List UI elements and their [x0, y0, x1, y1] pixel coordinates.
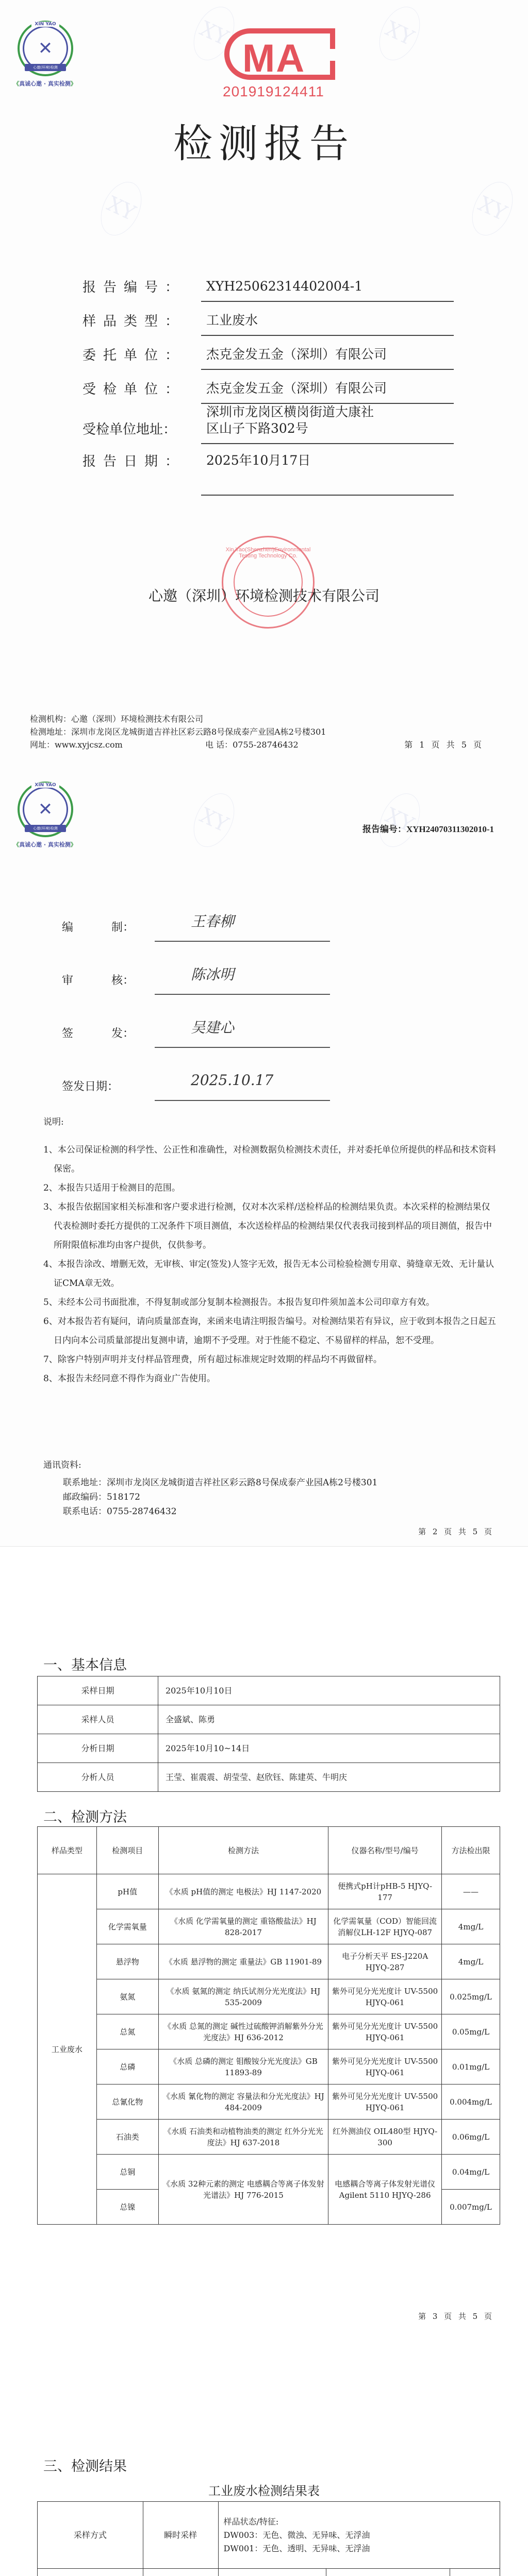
- detection-limit: 0.04mg/L: [441, 2155, 500, 2190]
- table-row: [38, 1944, 500, 1979]
- info-value: 2025年10月10~14日: [158, 1734, 500, 1763]
- instrument: 红外测油仪 OIL480型 HJYQ-300: [328, 2120, 442, 2155]
- note-item: 5、未经本公司书面批准，不得复制或部分复制本检测报告。本报告复印件须加盖本公司印章方有效。: [43, 1297, 435, 1308]
- logo-top-text: XIN YAO: [31, 22, 59, 27]
- methods-table: [37, 1826, 500, 2225]
- instrument: 紫外可见分光光度计 UV-5500 HJYQ-061: [328, 2084, 442, 2120]
- test-item: pH值: [96, 1874, 158, 1909]
- sample-state: [218, 2502, 500, 2569]
- table-row: [38, 1909, 500, 1944]
- sig-label: 签 发：: [62, 1027, 134, 1040]
- table-row: [38, 1874, 500, 1909]
- instrument: 电子分析天平 ES-J220A HJYQ-287: [328, 1944, 442, 1979]
- detection-limit: 4mg/L: [441, 1944, 500, 1979]
- info-key: 分析人员: [38, 1763, 158, 1792]
- test-method: 《水质 pH值的测定 电极法》HJ 1147-2020: [158, 1874, 328, 1909]
- instrument: 电感耦合等离子体发射光谱仪Agilent 5110 HJYQ-286: [328, 2155, 442, 2225]
- cma-mark-cap: [330, 61, 335, 80]
- page-signatures: [0, 761, 528, 1547]
- logo-band-text: 心邀(环境)检测: [25, 64, 66, 71]
- field-report-date: [82, 444, 454, 496]
- logo-top-text: XIN YAO: [31, 783, 59, 788]
- column-header: [450, 2569, 500, 2576]
- note-item: 8、本报告未经同意不得作为商业广告使用。: [43, 1374, 216, 1384]
- test-item: 总氰化物: [96, 2084, 158, 2120]
- note-item: 6、对本报告若有疑问，请向质量部查询，来函来电请注明报告编号。对检测结果若有异议，应于收到本报告之日起五日内向本公司质量部提出复测申请，逾期不予受理。对于性能不稳定、不易留样的样品，恕不受理。: [43, 1316, 496, 1346]
- test-method: 《水质 氨氮的测定 纳氏试剂分光光度法》HJ 535-2009: [158, 1979, 328, 2014]
- signature-value: 2025.10.17: [155, 1060, 330, 1101]
- instrument: 紫外可见分光光度计 UV-5500 HJYQ-061: [328, 2049, 442, 2084]
- section-results-title: 三、检测结果: [43, 2459, 127, 2475]
- test-method: 《水质 石油类和动植物油类的测定 红外分光光度法》HJ 637-2018: [158, 2120, 328, 2155]
- table-header-row: [38, 1827, 500, 1874]
- contact-address: 联系地址：深圳市龙岗区龙城街道吉祥社区彩云路8号保成泰产业园A栋2号楼301: [63, 1478, 378, 1488]
- field-client: [82, 336, 454, 370]
- field-label: 样品类型：: [82, 314, 186, 329]
- logo-band-text: 心邀(环境)检测: [25, 1611, 66, 1618]
- field-sample-type: [82, 302, 454, 336]
- company-logo: [11, 2353, 78, 2420]
- field-value: 工业废水: [201, 312, 454, 336]
- contact-phone: 联系电话：0755-28746432: [63, 1506, 177, 1517]
- table-row: [38, 2049, 500, 2084]
- info-key: 采样人员: [38, 1705, 158, 1734]
- note-item: 3、本报告依据国家相关标准和客户要求进行检测，仅对本次采样/送检样品的检测结果负责。本次采样的检测结果仅代表检测时委托方提供的工况条件下项目测值，本次送检样品的检测结果仅代表我司接到样品的项目测值，报告中所附限值标准均由客户提供，仅供参考。: [43, 1202, 492, 1250]
- sig-label: 编 制：: [62, 921, 134, 934]
- footer-institution: 检测机构：心邀（深圳）环境检测技术有限公司: [30, 714, 204, 724]
- footer-phone: 电 话：0755-28746432: [205, 740, 299, 750]
- field-label: 委托单位：: [82, 348, 186, 363]
- column-header: 仪器名称/型号/编号: [328, 1827, 442, 1874]
- watermark-icon: XY: [186, 0, 242, 66]
- detection-limit: 0.025mg/L: [441, 1979, 500, 2014]
- table-header-row: [38, 2569, 500, 2576]
- sample-type-cell: 工业废水: [38, 1874, 97, 2225]
- test-method: 《水质 总磷的测定 钼酸铵分光光度法》GB 11893-89: [158, 2049, 328, 2084]
- header-report-number: 报告编号：XYH24070311302010-1: [362, 1610, 494, 1620]
- contact-postcode: 邮政编码：518172: [63, 1492, 140, 1502]
- detection-limit: 0.004mg/L: [441, 2084, 500, 2120]
- logo-slogan: 《真诚心邀 · 真实检测》: [13, 2413, 76, 2419]
- test-method: 《水质 氰化物的测定 容量法和分光光度法》HJ 484-2009: [158, 2084, 328, 2120]
- column-header: [38, 2569, 143, 2576]
- logo-band-text: 心邀(环境)检测: [25, 2396, 66, 2403]
- logo-top-text: XIN YAO: [31, 1568, 59, 1573]
- test-item: 总铜: [96, 2155, 158, 2190]
- field-value: 杰克金发五金（深圳）有限公司: [201, 380, 454, 404]
- test-item: 总磷: [96, 2049, 158, 2084]
- company-seal: [222, 536, 315, 629]
- test-item: 石油类: [96, 2120, 158, 2155]
- table-row: [38, 2120, 500, 2155]
- cover-fields: [82, 268, 454, 496]
- instrument: 便携式pH计pHB-5 HJYQ-177: [328, 1874, 442, 1909]
- logo-tubes-icon: ✕: [38, 799, 53, 820]
- cma-mark-text: MA: [242, 37, 306, 80]
- table-row: [38, 2190, 500, 2225]
- table-row: [38, 1705, 500, 1734]
- instrument: 紫外可见分光光度计 UV-5500 HJYQ-061: [328, 2014, 442, 2049]
- table-row: [38, 2502, 500, 2569]
- logo-band-text: 心邀(环境)检测: [25, 825, 66, 832]
- column-header: [218, 2569, 326, 2576]
- table-row: [38, 1676, 500, 1705]
- field-label: 报告日期：: [82, 454, 186, 469]
- page-results: [0, 2332, 528, 2576]
- note-item: 1、本公司保证检测的科学性、公正性和准确性，对检测数据负检测技术责任，并对委托单位所提供的样品和技术资料保密。: [43, 1145, 496, 1174]
- table-row: [38, 1979, 500, 2014]
- watermark-icon: XY: [93, 175, 150, 242]
- footer-website[interactable]: 网址：www.xyjcsz.com: [30, 740, 123, 750]
- sig-label: 审 核：: [62, 974, 134, 987]
- sig-label: 签发日期：: [62, 1080, 119, 1093]
- watermark-icon: XY: [186, 787, 242, 853]
- sampling-method-label: 采样方式: [38, 2502, 143, 2569]
- test-item: 化学需氧量: [96, 1909, 158, 1944]
- report-title: 检测报告: [173, 121, 355, 166]
- info-value: 2025年10月10日: [158, 1676, 500, 1705]
- page-number: 第 1 页 共 5 页: [404, 740, 484, 750]
- column-header: 检测方法: [158, 1827, 328, 1874]
- seal-text: Xin Yao(Shenzhen)Environmental Testing Technology Co.: [225, 547, 311, 559]
- header-report-number: 报告编号：XYH24070311302010-1: [362, 2396, 494, 2405]
- info-key: 采样日期: [38, 1676, 158, 1705]
- logo-slogan: 《真诚心邀 · 真实检测》: [13, 80, 76, 87]
- field-label: 受检单位地址：: [82, 422, 177, 437]
- table-row: [38, 1763, 500, 1792]
- field-report-no: [82, 268, 454, 302]
- field-value: XYH25062314402004-1: [201, 278, 454, 302]
- detection-limit: 4mg/L: [441, 1909, 500, 1944]
- column-header: [326, 2569, 450, 2576]
- company-logo: [11, 782, 78, 849]
- detection-limit: 0.06mg/L: [441, 2120, 500, 2155]
- column-header: 样品类型: [38, 1827, 97, 1874]
- cma-number: 201919124411: [223, 83, 324, 99]
- detection-limit: ——: [441, 1874, 500, 1909]
- instrument: 紫外可见分光光度计 UV-5500 HJYQ-061: [328, 1979, 442, 2014]
- field-label: 受检单位：: [82, 382, 186, 397]
- page-basic-info: [0, 1547, 528, 2332]
- logo-slogan: 《真诚心邀 · 真实检测》: [13, 841, 76, 848]
- sample-state-line: DW003：无色、微浊、无异味、无浮油: [223, 2530, 370, 2540]
- detection-limit: 0.007mg/L: [441, 2190, 500, 2225]
- cma-mark-cap: [330, 28, 335, 49]
- results-table-title: 工业废水检测结果表: [208, 2484, 320, 2498]
- notes-title: 说明:: [43, 1117, 64, 1127]
- test-method: 《水质 悬浮物的测定 重量法》GB 11901-89: [158, 1944, 328, 1979]
- field-value: 2025年10月17日: [201, 452, 454, 496]
- table-row: [38, 1734, 500, 1763]
- table-row: [38, 2155, 500, 2190]
- page-cover: [0, 0, 528, 786]
- detection-limit: 0.05mg/L: [441, 2014, 500, 2049]
- header-report-number: 报告编号：XYH24070311302010-1: [362, 824, 494, 834]
- test-item: 总氮: [96, 2014, 158, 2049]
- sampling-method: 瞬时采样: [143, 2502, 218, 2569]
- field-label: 报告编号：: [82, 280, 186, 295]
- company-logo: [11, 1567, 78, 1634]
- signature-value: 陈冰明: [155, 954, 330, 995]
- sample-state-title: 样品状态/特征:: [223, 2516, 279, 2527]
- column-header: 方法检出限: [441, 1827, 500, 1874]
- section-basic-info-title: 一、基本信息: [43, 1657, 127, 1673]
- footer-address: 检测地址：深圳市龙岗区龙城街道吉祥社区彩云路8号保成泰产业园A栋2号楼301: [30, 727, 326, 737]
- table-row: [38, 2014, 500, 2049]
- logo-slogan: 《真诚心邀 · 真实检测》: [13, 1627, 76, 1634]
- page-number: 第 3 页 共 5 页: [418, 2312, 494, 2321]
- info-key: 分析日期: [38, 1734, 158, 1763]
- section-methods-title: 二、检测方法: [43, 1809, 127, 1825]
- field-inspected-address: [82, 404, 454, 444]
- signature-value: 王春柳: [155, 901, 330, 942]
- instrument: 化学需氧量（COD）智能回流消解仪LH-12F HJYQ-087: [328, 1909, 442, 1944]
- watermark-icon: XY: [464, 175, 521, 242]
- results-table: [37, 2501, 500, 2576]
- test-method: 《水质 化学需氧量的测定 重铬酸盐法》HJ 828-2017: [158, 1909, 328, 1944]
- logo-tubes-icon: ✕: [38, 38, 53, 59]
- company-logo: [11, 21, 78, 88]
- column-header: [143, 2569, 218, 2576]
- logo-tubes-icon: ✕: [38, 2370, 53, 2391]
- logo-tubes-icon: ✕: [38, 1585, 53, 1605]
- watermark-icon: XY: [371, 787, 428, 853]
- testing-organization: 心邀（深圳）环境检测技术有限公司: [148, 587, 380, 604]
- contact-title: 通讯资料:: [43, 1460, 81, 1470]
- note-item: 2、本报告只适用于检测目的范围。: [43, 1183, 180, 1193]
- page-number: 第 2 页 共 5 页: [418, 1527, 494, 1536]
- test-item: 悬浮物: [96, 1944, 158, 1979]
- test-method: 《水质 总氮的测定 碱性过硫酸钾消解紫外分光光度法》HJ 636-2012: [158, 2014, 328, 2049]
- watermark-icon: XY: [371, 0, 428, 66]
- info-value: 全盛斌、陈勇: [158, 1705, 500, 1734]
- table-row: [38, 2084, 500, 2120]
- signature-value: 吴建心: [155, 1007, 330, 1048]
- test-item: 总镍: [96, 2190, 158, 2225]
- logo-top-text: XIN YAO: [31, 2354, 59, 2359]
- note-item: 7、除客户特别声明并支付样品管理费，所有超过标准规定时效期的样品均不再做留样。: [43, 1354, 382, 1365]
- column-header: 检测项目: [96, 1827, 158, 1874]
- note-item: 4、本报告涂改、增删无效，无审核、审定(签发)人签字无效，报告无本公司检验检测专用章、骑缝章无效、无计量认证CMA章无效。: [43, 1259, 494, 1289]
- field-value: 杰克金发五金（深圳）有限公司: [201, 346, 454, 370]
- test-method: 《水质 32种元素的测定 电感耦合等离子体发射光谱法》HJ 776-2015: [158, 2155, 328, 2225]
- cover-footer: [30, 713, 494, 751]
- basic-info-table: [37, 1676, 500, 1792]
- test-item: 氨氮: [96, 1979, 158, 2014]
- info-value: 王莹、崔震震、胡莹莹、赵欣钰、陈建英、牛明庆: [158, 1763, 500, 1792]
- detection-limit: 0.01mg/L: [441, 2049, 500, 2084]
- sample-state-line: DW001：无色、透明、无异味、无浮油: [223, 2543, 370, 2553]
- field-value: 深圳市龙岗区横岗街道大康社区山子下路302号: [201, 404, 454, 444]
- field-inspected-unit: [82, 370, 454, 404]
